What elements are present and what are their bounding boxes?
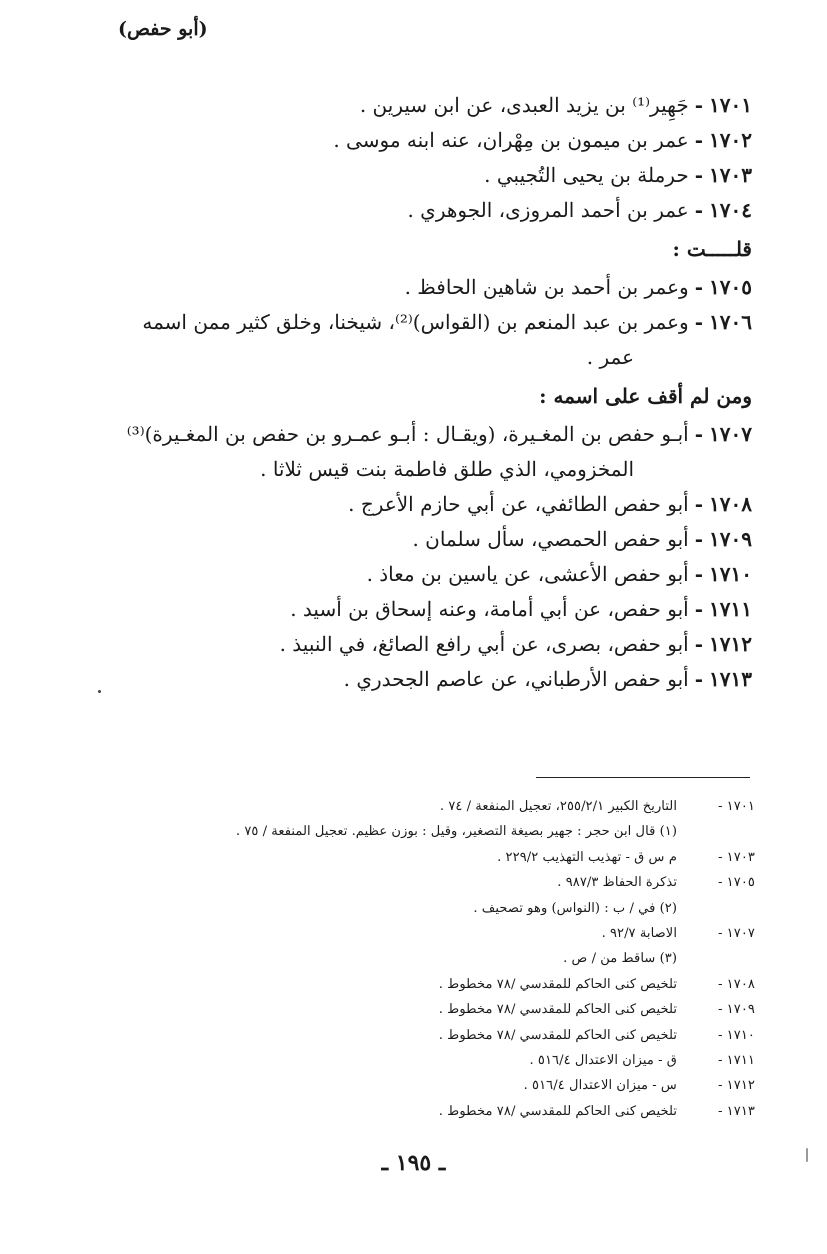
scan-speck xyxy=(98,690,101,693)
section-heading-unknown-name: ومن لم أقف على اسمه : xyxy=(539,384,752,408)
running-head: (أبو حفص) xyxy=(118,18,208,40)
entry-1708 xyxy=(112,487,752,522)
note-text: (٢) في / ب : (النواس) وهو تصحيف . xyxy=(473,900,677,916)
scan-edge-mark xyxy=(806,1148,808,1162)
note-1708 xyxy=(115,972,755,997)
entry-1701 xyxy=(112,88,752,123)
entry-text: جَهِير⁽¹⁾ بن يزيد العبدى، عن ابن سيرين . xyxy=(359,93,689,117)
note-text: الاصابة ٩٢/٧ . xyxy=(601,925,677,941)
entry-number: ١٧٠٨ xyxy=(709,492,752,516)
entry-number: ١٧٠٦ xyxy=(709,310,752,334)
note-number: ١٧٠٥ - xyxy=(718,875,755,891)
entry-1702 xyxy=(112,123,752,158)
page-number: ـ ١٩٥ ـ xyxy=(381,1150,446,1176)
note-text: م س ق - تهذيب التهذيب ٢٢٩/٢ . xyxy=(497,849,677,865)
entry-number: ١٧٠٤ xyxy=(709,198,752,222)
note-text: تلخيص كنى الحاكم للمقدسي /٧٨ مخطوط . xyxy=(438,1103,677,1119)
entry-dash: - xyxy=(694,198,704,222)
entry-dash: - xyxy=(694,632,704,656)
entry-dash: - xyxy=(694,667,704,691)
note-1712 xyxy=(115,1073,755,1098)
note-number: ١٧١٠ - xyxy=(718,1027,755,1043)
entry-1704 xyxy=(112,193,752,228)
entry-dash: - xyxy=(694,93,704,117)
entry-1710 xyxy=(112,557,752,592)
note-1707 xyxy=(115,921,755,946)
note-text: (٣) ساقط من / ص . xyxy=(563,951,677,967)
entry-text: وعمر بن أحمد بن شاهين الحافظ . xyxy=(404,275,689,299)
entry-dash: - xyxy=(694,128,704,152)
note-text: س - ميزان الاعتدال ٥١٦/٤ . xyxy=(523,1078,677,1094)
note-1709 xyxy=(115,997,755,1022)
section-heading-qalat: قلـــــت : xyxy=(672,237,752,261)
entry-text: أبو حفص، عن أبي أمامة، وعنه إسحاق بن أسيد . xyxy=(290,597,689,621)
footnote-1 xyxy=(115,819,755,844)
note-number: ١٧٠٧ - xyxy=(718,925,755,941)
entry-dash: - xyxy=(694,562,704,586)
entry-number: ١٧٠٣ xyxy=(709,163,752,187)
entry-number: ١٧١١ xyxy=(709,597,752,621)
entry-dash: - xyxy=(694,310,704,334)
note-text: (١) قال ابن حجر : جهير بصيغة التصغير، وقيل : بوزن عظيم. تعجيل المنفعة / ٧٥ . xyxy=(235,824,677,840)
entry-text: عمر بن أحمد المروزى، الجوهري . xyxy=(407,198,689,222)
entry-text: أبو حفص الطائفي، عن أبي حازم الأعرج . xyxy=(348,492,689,516)
note-text: التاريخ الكبير ٢٥٥/٢/١، تعجيل المنفعة / ٧٤ . xyxy=(439,799,677,814)
entry-number: ١٧٠١ xyxy=(709,93,752,117)
entry-dash: - xyxy=(694,275,704,299)
note-1713 xyxy=(115,1099,755,1124)
entry-1703 xyxy=(112,158,752,193)
note-text: تلخيص كنى الحاكم للمقدسي /٧٨ مخطوط . xyxy=(438,1002,677,1018)
entry-number: ١٧٠٧ xyxy=(709,422,752,446)
entry-text: أبو حفص الحمصي، سأل سلمان . xyxy=(412,527,689,551)
note-number: ١٧٠١ - xyxy=(718,799,755,814)
note-number: ١٧٠٣ - xyxy=(718,849,755,865)
note-1701 xyxy=(115,794,755,819)
entry-dash: - xyxy=(694,163,704,187)
note-1711 xyxy=(115,1048,755,1073)
entry-text: أبـو حفص بن المغـيرة، (ويقـال : أبـو عمـرو بن حفص بن المغـيرة)⁽³⁾ xyxy=(126,422,689,446)
note-text: تلخيص كنى الحاكم للمقدسي /٧٨ مخطوط . xyxy=(438,1027,677,1043)
entry-1713 xyxy=(112,662,752,697)
entry-dash: - xyxy=(694,422,704,446)
entry-text: وعمر بن عبد المنعم بن (القواس)⁽²⁾، شيخنا، وخلق كثير ممن اسمه xyxy=(142,310,689,334)
note-1705 xyxy=(115,870,755,895)
entry-number: ١٧١٢ xyxy=(709,632,752,656)
note-number: ١٧٠٩ - xyxy=(718,1002,755,1018)
note-number: ١٧١٣ - xyxy=(718,1103,755,1119)
note-text: تلخيص كنى الحاكم للمقدسي /٧٨ مخطوط . xyxy=(438,976,677,992)
note-text: ق - ميزان الاعتدال ٥١٦/٤ . xyxy=(529,1052,677,1068)
footnote-3 xyxy=(115,946,755,971)
entry-text: حرملة بن يحيى التُجيبي . xyxy=(484,163,689,187)
entry-1709 xyxy=(112,522,752,557)
entry-1705 xyxy=(112,270,752,305)
note-number: ١٧١٢ - xyxy=(718,1078,755,1094)
entry-1712 xyxy=(112,627,752,662)
entry-dash: - xyxy=(694,492,704,516)
entry-number: ١٧٠٢ xyxy=(709,128,752,152)
entries-list xyxy=(112,88,752,697)
entry-dash: - xyxy=(694,527,704,551)
entry-continuation: عمر . xyxy=(586,345,634,369)
footnote-divider xyxy=(536,777,750,778)
entry-1711 xyxy=(112,592,752,627)
note-1710 xyxy=(115,1023,755,1048)
entry-text: أبو حفص الأعشى، عن ياسين بن معاذ . xyxy=(366,562,689,586)
footnotes xyxy=(115,794,755,1124)
entry-text: أبو حفص، بصرى، عن أبي رافع الصائغ، في النبيذ . xyxy=(279,632,689,656)
footnote-2 xyxy=(115,896,755,921)
note-1703 xyxy=(115,845,755,870)
entry-text: أبو حفص الأرطباني، عن عاصم الجحدري . xyxy=(343,667,689,691)
entry-number: ١٧١٠ xyxy=(709,562,752,586)
entry-text: عمر بن ميمون بن مِهْران، عنه ابنه موسى . xyxy=(333,128,689,152)
note-number: ١٧٠٨ - xyxy=(718,976,755,992)
entry-number: ١٧٠٥ xyxy=(709,275,752,299)
entry-continuation: المخزومي، الذي طلق فاطمة بنت قيس ثلاثا . xyxy=(260,457,634,481)
entry-1707 xyxy=(112,417,752,487)
entry-number: ١٧١٣ xyxy=(709,667,752,691)
entry-dash: - xyxy=(694,597,704,621)
note-text: تذكرة الحفاظ ٩٨٧/٣ . xyxy=(557,875,677,891)
entry-1706 xyxy=(112,305,752,375)
entry-number: ١٧٠٩ xyxy=(709,527,752,551)
note-number: ١٧١١ - xyxy=(718,1052,755,1068)
